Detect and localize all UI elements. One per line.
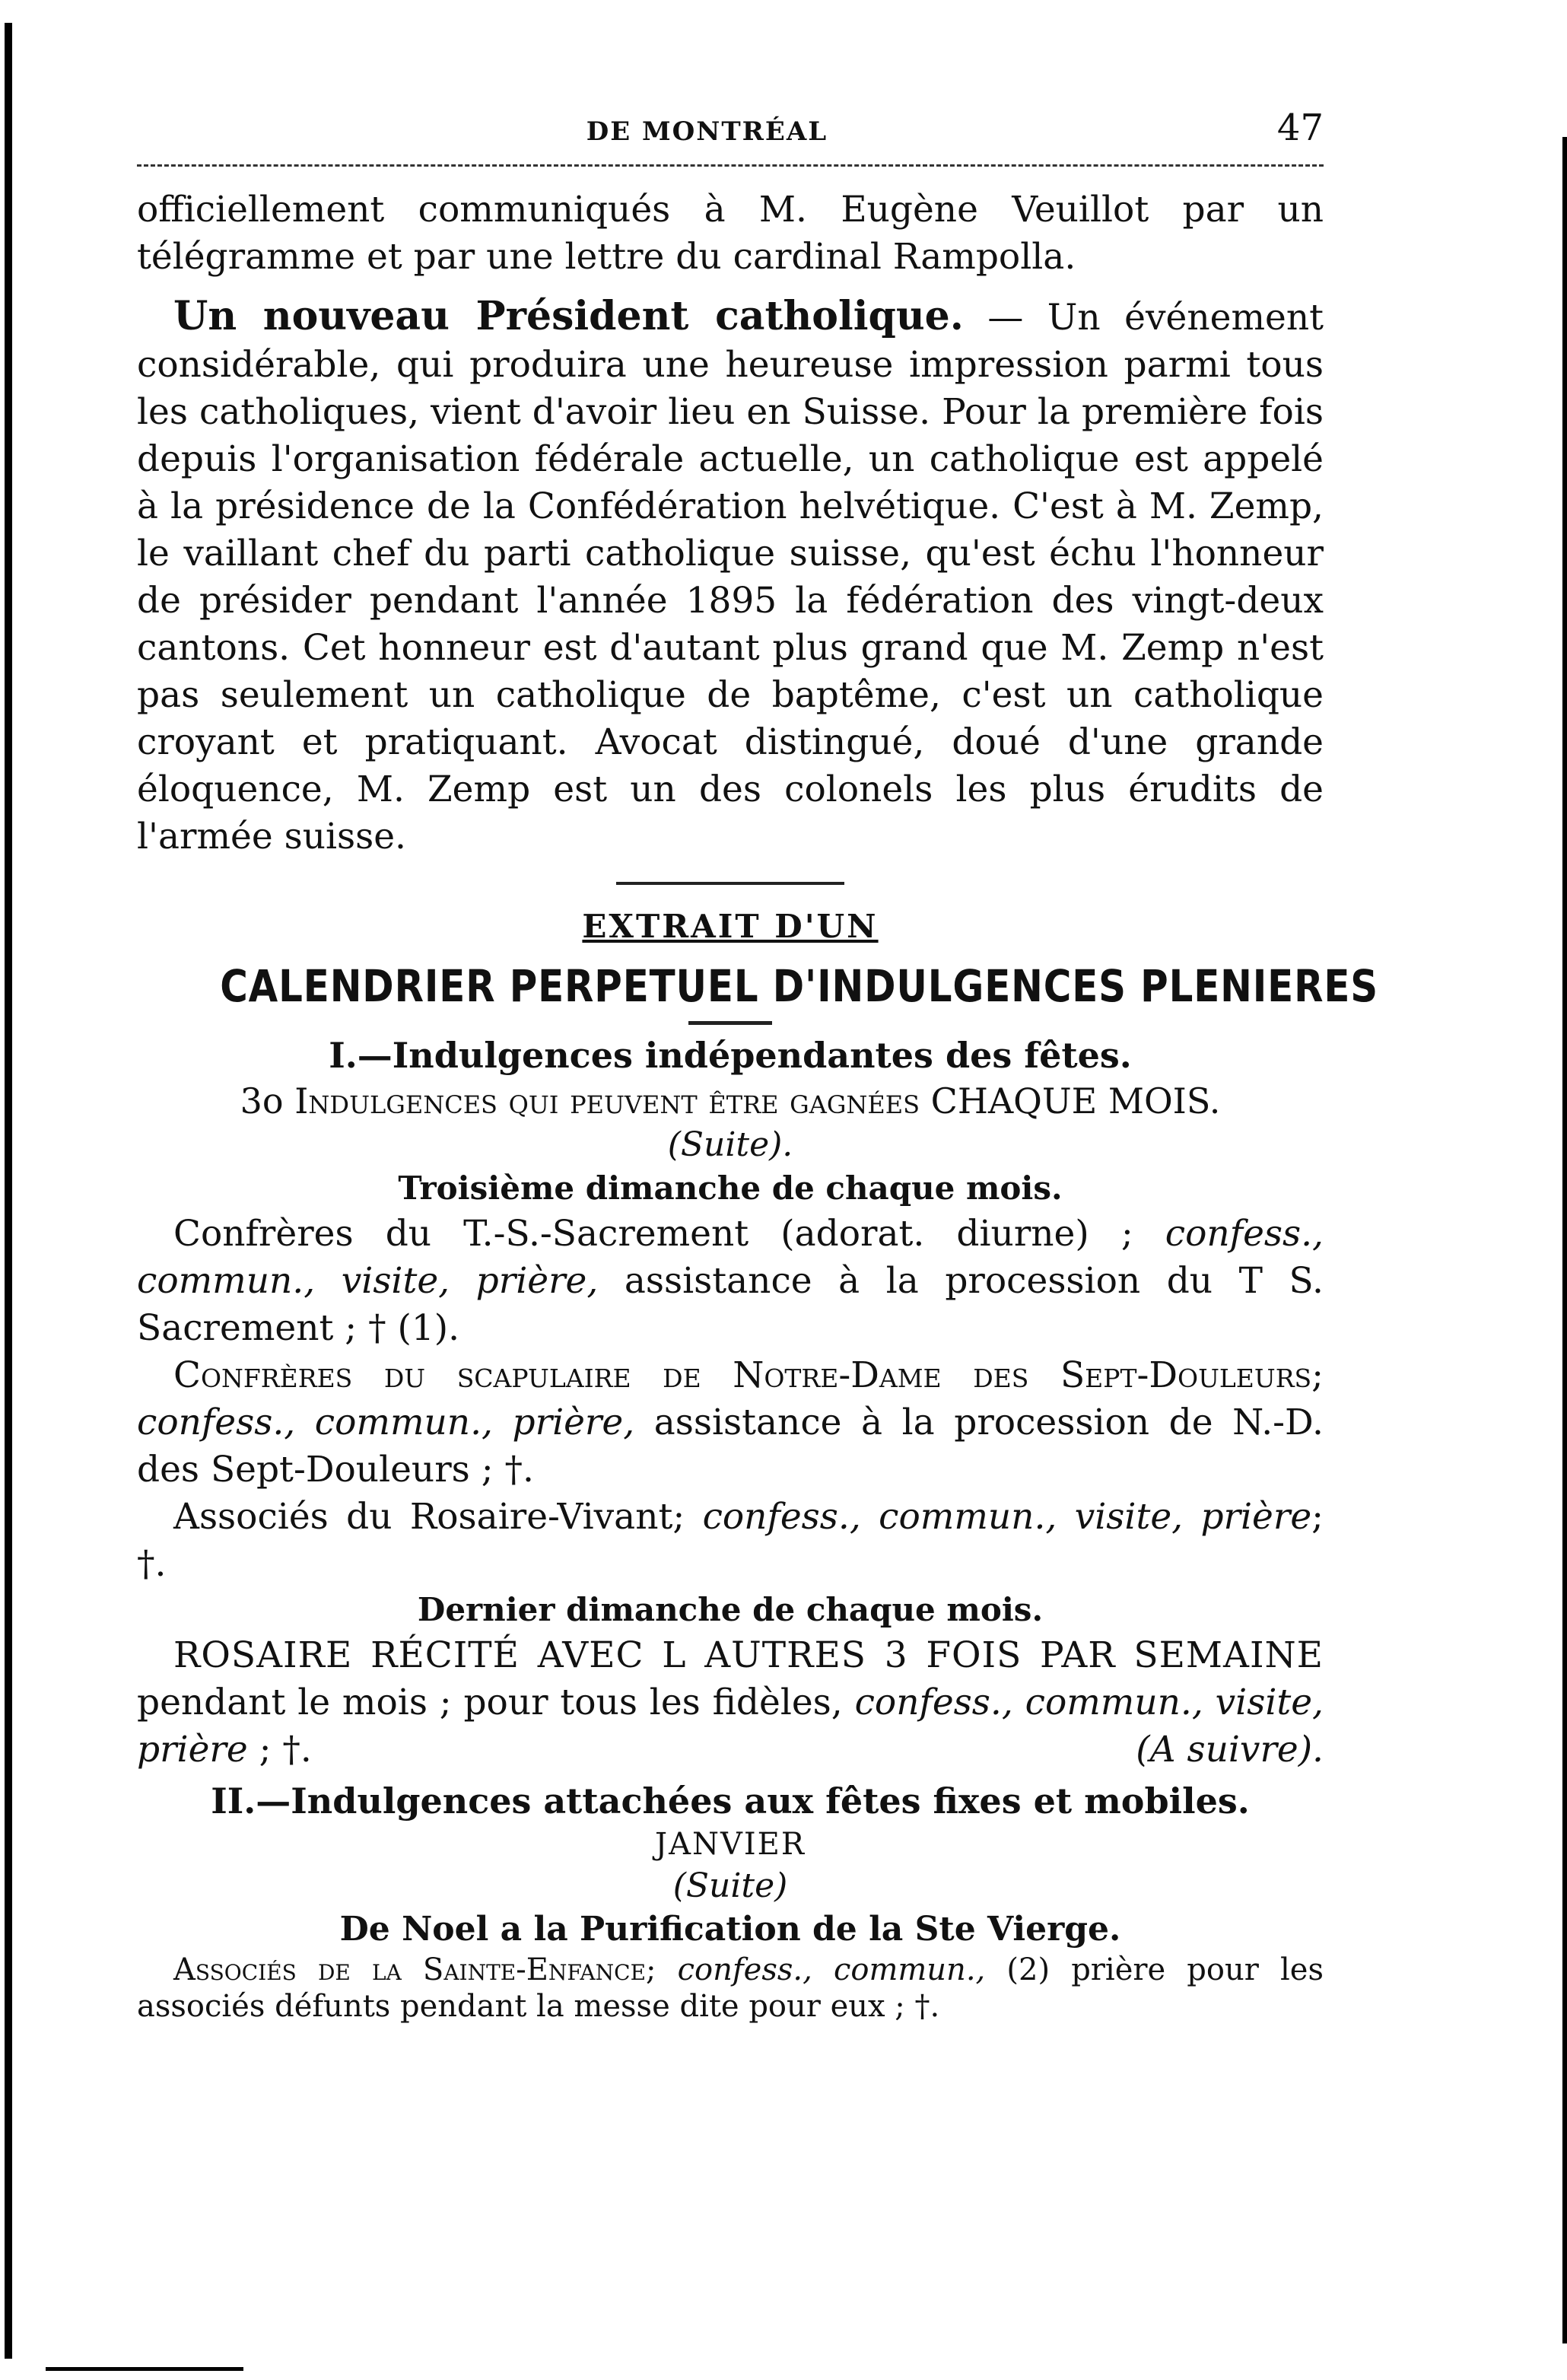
title-underline [688, 1021, 772, 1025]
entry-text: assistance à la procession de N.-D. des Sept-Douleurs ; †. [137, 1402, 1324, 1491]
entry-smallcaps: Associés de la Sainte-Enfance; [173, 1952, 656, 1987]
to-be-continued: (A suivre). [1136, 1729, 1324, 1771]
scan-edge-bottom [46, 2367, 243, 2371]
section-heading-2: II.—Indulgences attachées aux fêtes fixes et mobiles. [211, 1780, 1250, 1822]
entry-sainte-enfance-block [137, 1952, 1324, 2025]
entry-smallcaps: Confrères du scapulaire de Notre-Dame des Sept-Douleurs; [173, 1354, 1324, 1396]
entry-saint-sacrement [137, 1211, 1324, 1352]
entry-text: Associés du Rosaire-Vivant; [173, 1496, 703, 1538]
entry-text: pendant le mois ; pour tous les fidèles, [137, 1682, 855, 1723]
entry-caps: ROSAIRE RÉCITÉ AVEC L AUTRES 3 FOIS PAR SEMAINE [173, 1634, 1324, 1676]
entry-text: (2) prière pour les associés défunts pendant la messe dite pour eux ; †. [137, 1952, 1324, 2024]
subsection-smallcaps: Indulgences qui peuvent être gagnées [294, 1080, 920, 1122]
subsection-heading [137, 1078, 1324, 1124]
subsection-caps: CHAQUE MOIS. [920, 1080, 1221, 1122]
entry-text: assistance à la procession du T S. Sacrement ; † (1). [137, 1260, 1324, 1349]
suite-label-2: (Suite) [672, 1866, 788, 1905]
calendar-title: CALENDRIER PERPETUEL D'INDULGENCES PLENIERES [220, 960, 1379, 1012]
scan-edge-left [5, 23, 12, 2359]
last-sunday-heading: Dernier dimanche de chaque mois. [417, 1591, 1044, 1628]
running-header [137, 107, 1324, 167]
paragraph-lead-in: Un nouveau Président catholique. [173, 293, 964, 339]
entry-rosaire-recite [137, 1632, 1324, 1774]
section-heading-1: I.—Indulgences indépendantes des fêtes. [329, 1035, 1132, 1076]
entry-text: Confrères du T.-S.-Sacrement (adorat. diurne) ; [173, 1213, 1165, 1255]
suite-label: (Suite). [667, 1125, 793, 1164]
period-heading: De Noel a la Purification de la Ste Vierge. [339, 1910, 1121, 1949]
book-page [137, 107, 1379, 2025]
entry-conditions: confess., commun., visite, prière, [137, 1213, 1324, 1302]
section-divider [616, 882, 844, 885]
subsection-number: 3o [240, 1080, 295, 1122]
third-sunday-heading: Troisième dimanche de chaque mois. [398, 1169, 1063, 1207]
entry-text: ; †. [137, 1496, 1324, 1585]
paragraph-body: — Un événement considérable, qui produira une heureuse impression parmi tous les catholiques, vient d'avoir lieu en Suisse. Pour la première fois depuis l'organisation fédérale actuelle, un catholique est appelé à la présidence de la Confédération helvétique. C'est à M. Zemp, le vaillant chef du parti catholique suisse, qu'est échu l'honneur de présider pendant l'année 1895 la fédération des vingt-deux cantons. Cet honneur est d'autant plus grand que M. Zemp n'est pas seulement un catholique de baptême, c'est un catholique croyant et pratiquant. Avocat distingué, doué d'une grande éloquence, M. Zemp est un des colonels les plus érudits de l'armée suisse. [137, 297, 1324, 858]
entry-rosaire-vivant [137, 1494, 1324, 1588]
running-title: DE MONTRÉAL [586, 116, 828, 147]
paragraph-continuation: officiellement communiqués à M. Eugène Veuillot par un télégramme et par une lettre du cardinal Rampolla. [137, 189, 1324, 278]
entry-text: ; †. [247, 1729, 312, 1771]
scan-edge-right [1562, 137, 1567, 2343]
page-number: 47 [1276, 107, 1324, 149]
extrait-heading: EXTRAIT D'UN [582, 908, 879, 945]
paragraph-president [137, 293, 1324, 861]
month-heading: JANVIER [655, 1827, 806, 1862]
entry-conditions: confess., commun., [656, 1952, 986, 1987]
entry-conditions: confess., commun., visite, prière [137, 1682, 1324, 1771]
entry-sept-douleurs [137, 1352, 1324, 1494]
entry-conditions: confess., commun., prière, [137, 1402, 635, 1443]
entry-sainte-enfance [137, 1952, 1324, 2025]
entry-conditions: confess., commun., visite, prière [702, 1496, 1312, 1538]
